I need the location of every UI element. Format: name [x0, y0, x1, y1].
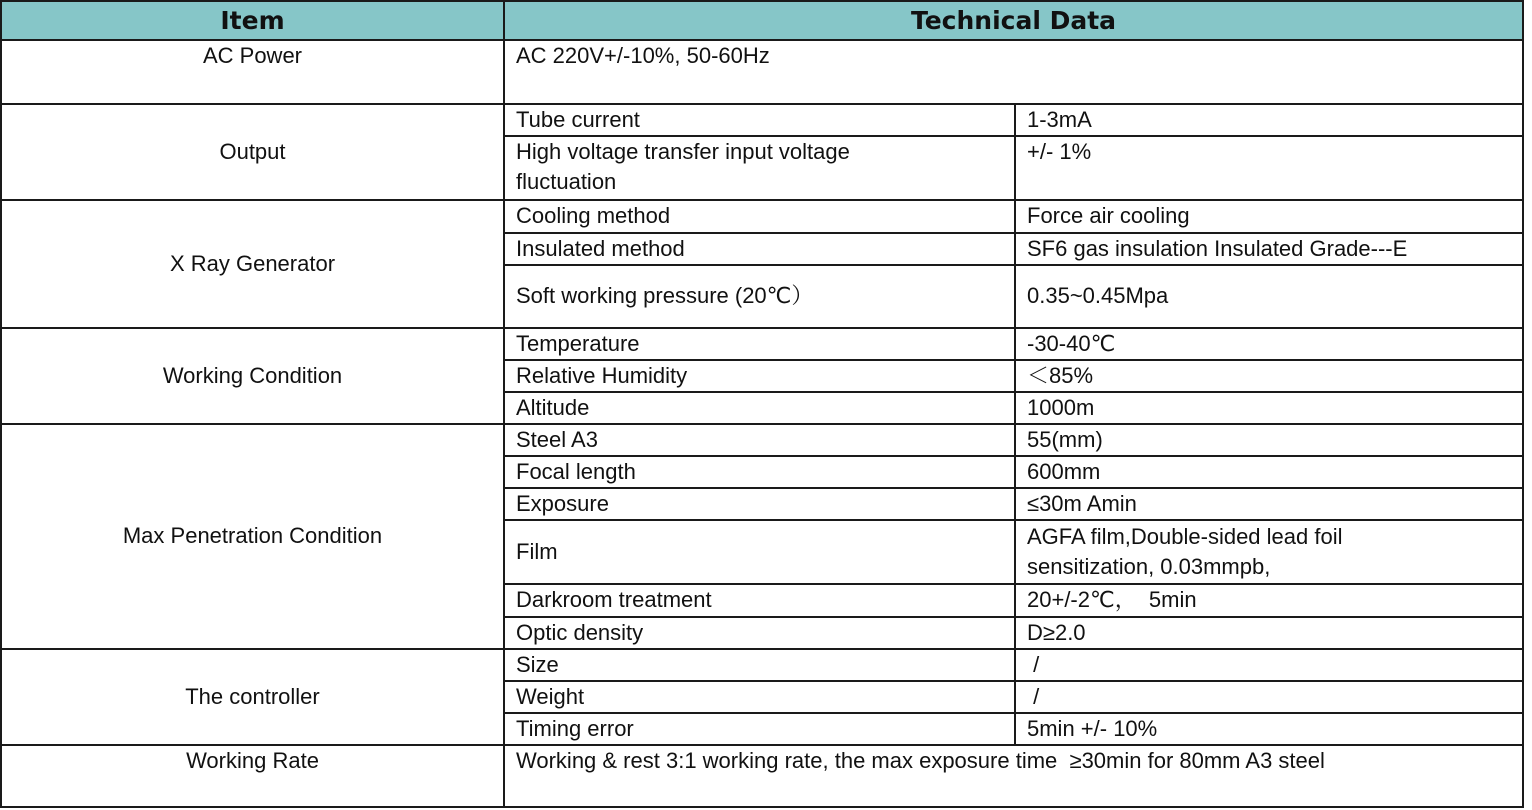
- table-row: [1, 328, 1523, 360]
- param-cell: Darkroom treatment: [504, 584, 1015, 616]
- param-cell: Altitude: [504, 392, 1015, 424]
- value-cell: -30-40℃: [1015, 328, 1523, 360]
- value-cell: ＜85%: [1015, 360, 1523, 392]
- value-cell: 5min +/- 10%: [1015, 713, 1523, 745]
- value-cell: +/- 1%: [1015, 136, 1523, 200]
- table-row: [1, 424, 1523, 456]
- value-ac-power: AC 220V+/-10%, 50-60Hz: [504, 40, 1523, 104]
- item-max-penetration: Max Penetration Condition: [1, 424, 504, 649]
- param-cell: Optic density: [504, 617, 1015, 649]
- item-working-condition: Working Condition: [1, 328, 504, 424]
- item-working-rate: Working Rate: [1, 745, 504, 807]
- param-cell: Temperature: [504, 328, 1015, 360]
- param-cell: High voltage transfer input voltage fluctuation: [504, 136, 1015, 200]
- param-cell: Tube current: [504, 104, 1015, 136]
- header-technical-data: Technical Data: [504, 1, 1523, 40]
- header-row: [1, 1, 1523, 40]
- param-cell: Film: [504, 520, 1015, 584]
- table-row: [1, 40, 1523, 104]
- value-cell: 55(mm): [1015, 424, 1523, 456]
- param-cell: Size: [504, 649, 1015, 681]
- param-cell: Focal length: [504, 456, 1015, 488]
- table-row: [1, 745, 1523, 807]
- value-cell: Force air cooling: [1015, 200, 1523, 232]
- param-cell: Insulated method: [504, 233, 1015, 265]
- value-cell: D≥2.0: [1015, 617, 1523, 649]
- param-cell: Cooling method: [504, 200, 1015, 232]
- value-cell: 20+/-2℃， 5min: [1015, 584, 1523, 616]
- param-cell: Steel A3: [504, 424, 1015, 456]
- value-cell: ≤30m Amin: [1015, 488, 1523, 520]
- item-ac-power: AC Power: [1, 40, 504, 104]
- value-cell: 600mm: [1015, 456, 1523, 488]
- header-item: Item: [1, 1, 504, 40]
- value-cell: 0.35~0.45Mpa: [1015, 265, 1523, 328]
- value-cell: AGFA film,Double-sided lead foil sensitization, 0.03mmpb,: [1015, 520, 1523, 584]
- item-controller: The controller: [1, 649, 504, 745]
- param-cell: Exposure: [504, 488, 1015, 520]
- value-cell: 1-3mA: [1015, 104, 1523, 136]
- param-cell: Timing error: [504, 713, 1015, 745]
- param-cell: Soft working pressure (20℃）: [504, 265, 1015, 328]
- item-x-ray-generator: X Ray Generator: [1, 200, 504, 327]
- value-cell: 1000m: [1015, 392, 1523, 424]
- value-cell: /: [1015, 649, 1523, 681]
- item-output: Output: [1, 104, 504, 200]
- value-cell: SF6 gas insulation Insulated Grade---E: [1015, 233, 1523, 265]
- table-row: [1, 104, 1523, 136]
- table-row: [1, 200, 1523, 232]
- value-working-rate: Working & rest 3:1 working rate, the max exposure time ≥30min for 80mm A3 steel: [504, 745, 1523, 807]
- param-cell: Weight: [504, 681, 1015, 713]
- table-row: [1, 649, 1523, 681]
- param-cell: Relative Humidity: [504, 360, 1015, 392]
- value-cell: /: [1015, 681, 1523, 713]
